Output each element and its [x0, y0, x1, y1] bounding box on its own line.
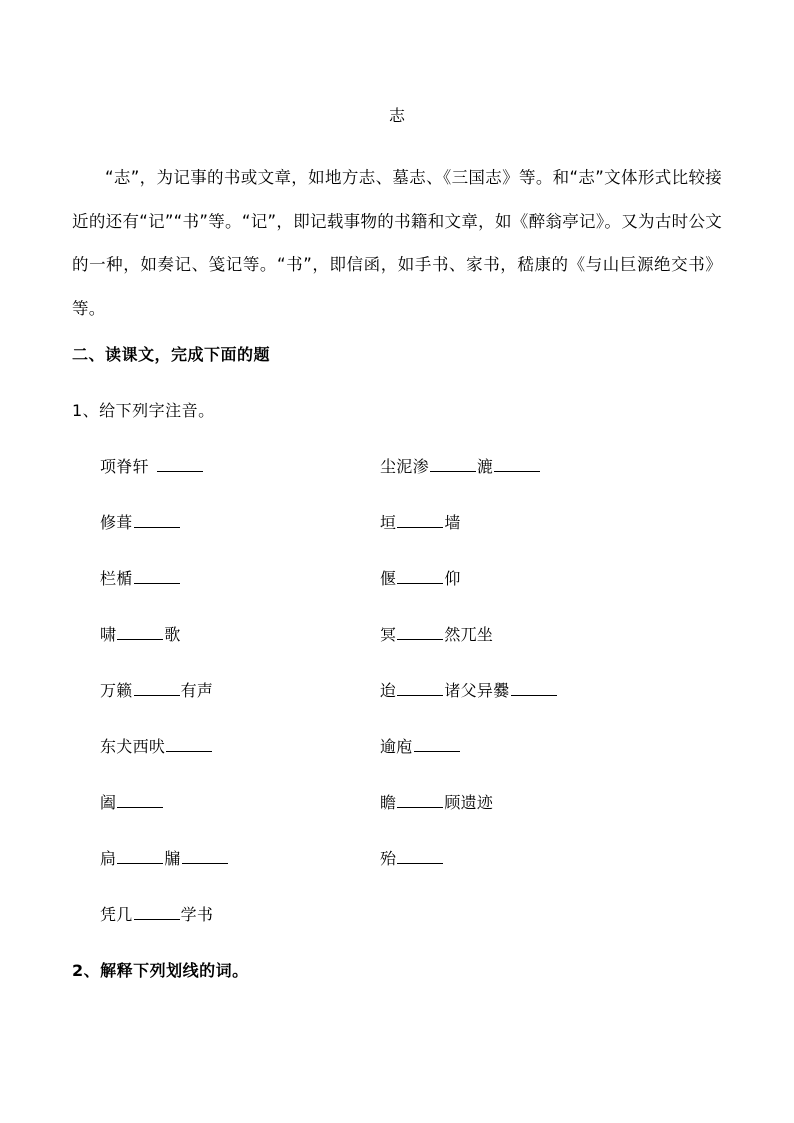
item-text: 东犬西吠	[100, 737, 166, 756]
pinyin-item-he	[100, 789, 164, 817]
item-text: 尘泥渗	[380, 457, 429, 476]
pinyin-item-zhan-gu-yi-ji	[380, 789, 493, 817]
pinyin-item-dai-zhu-fu-yi-cuan	[380, 677, 558, 705]
intro-paragraph: “志”，为记事的书或文章，如地方志、墓志、《三国志》等。和“志”文体形式比较接近的还有“记”“书”等。“记”，即记载事物的书籍和文章，如《醉翁亭记》。又为古时公文的一种，如奏记、笺记等。“书”，即信函，如手书、家书，嵇康的《与山巨源绝交书》等。	[72, 168, 722, 318]
item-text: 顾遗迹	[444, 793, 494, 812]
item-text: 歌	[164, 625, 181, 644]
item-text: 然兀坐	[444, 625, 494, 644]
answer-blank[interactable]	[166, 733, 212, 752]
question-2: 2、解释下列划线的词。	[72, 961, 249, 980]
answer-blank[interactable]	[397, 789, 443, 808]
answer-blank[interactable]	[117, 621, 163, 640]
item-text: 墙	[444, 513, 461, 532]
answer-blank[interactable]	[397, 621, 443, 640]
item-text: 诸父异爨	[444, 681, 510, 700]
answer-blank[interactable]	[494, 453, 540, 472]
answer-blank[interactable]	[134, 509, 180, 528]
answer-blank[interactable]	[157, 453, 203, 472]
answer-blank[interactable]	[117, 845, 163, 864]
answer-blank[interactable]	[397, 565, 443, 584]
pinyin-item-yu-pao	[380, 733, 461, 761]
answer-blank[interactable]	[134, 565, 180, 584]
answer-blank[interactable]	[397, 845, 443, 864]
item-text: 漉	[476, 457, 494, 476]
item-text: 有声	[180, 681, 214, 700]
item-text: 牖	[164, 849, 181, 868]
pinyin-item-ping-ji-xue-shu	[100, 901, 213, 929]
answer-blank[interactable]	[414, 733, 460, 752]
pinyin-item-xiao-ge	[100, 621, 181, 649]
item-text: 万籁	[100, 681, 133, 700]
pinyin-item-wan-lai-you-sheng	[100, 677, 213, 705]
item-text: 逾庖	[380, 737, 413, 756]
item-text: 偃	[380, 569, 397, 588]
answer-blank[interactable]	[511, 677, 557, 696]
answer-blank[interactable]	[397, 677, 443, 696]
item-text: 凭几	[100, 905, 133, 924]
answer-blank[interactable]	[134, 677, 180, 696]
item-text: 啸	[100, 625, 117, 644]
item-text: 迨	[380, 681, 397, 700]
section-heading: 二、读课文，完成下面的题	[72, 345, 271, 364]
question-1: 1、给下列字注音。	[72, 401, 215, 420]
pinyin-item-yuan-qiang	[380, 509, 461, 537]
pinyin-item-chen-ni-shen-lu	[380, 453, 541, 481]
item-text: 垣	[380, 513, 397, 532]
pinyin-item-dong-quan-xi-fei	[100, 733, 213, 761]
pinyin-item-dai	[380, 845, 444, 873]
pinyin-item-lan-shun	[100, 565, 181, 593]
item-text: 瞻	[380, 793, 397, 812]
answer-blank[interactable]	[182, 845, 228, 864]
item-text: 修葺	[100, 513, 133, 532]
pinyin-item-ming-ran-wu-zuo	[380, 621, 493, 649]
item-text: 冥	[380, 625, 397, 644]
item-text: 仰	[444, 569, 461, 588]
item-text: 学书	[180, 905, 214, 924]
answer-blank[interactable]	[117, 789, 163, 808]
page-title: 志	[388, 106, 405, 125]
pinyin-item-jiong-you	[100, 845, 229, 873]
item-text: 扃	[100, 849, 117, 868]
pinyin-item-xiang-ji-xuan	[100, 453, 204, 481]
answer-blank[interactable]	[134, 901, 180, 920]
pinyin-item-xiu-qi	[100, 509, 181, 537]
pinyin-item-yan-yang	[380, 565, 461, 593]
item-text: 项脊轩	[100, 457, 149, 476]
item-text: 殆	[380, 849, 397, 868]
item-text: 栏楯	[100, 569, 133, 588]
answer-blank[interactable]	[397, 509, 443, 528]
answer-blank[interactable]	[430, 453, 476, 472]
item-text: 阖	[100, 793, 117, 812]
